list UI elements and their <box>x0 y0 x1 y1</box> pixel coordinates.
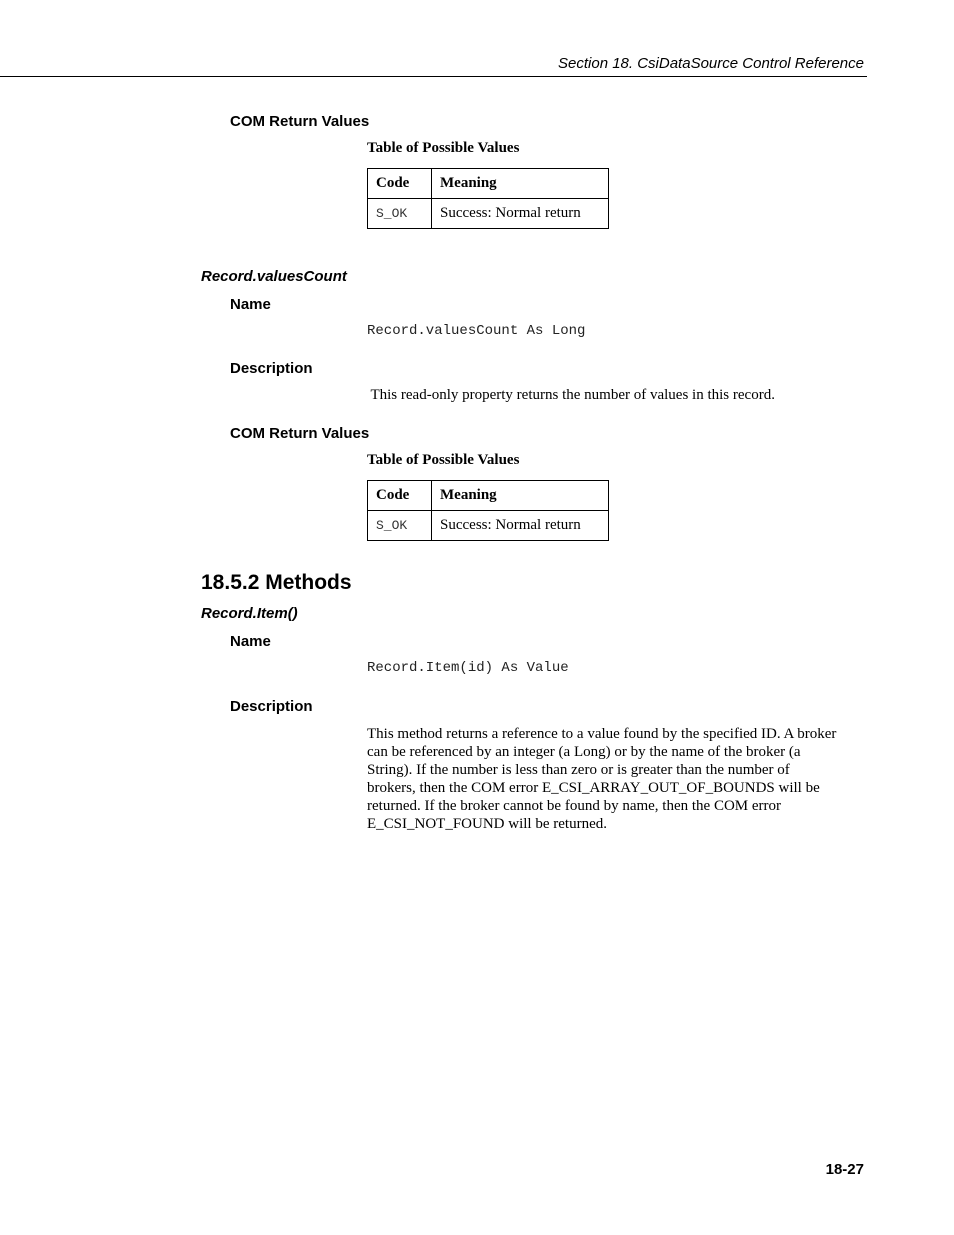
com-return-values-heading: COM Return Values <box>230 425 370 442</box>
description-line: E_CSI_NOT_FOUND will be returned. <box>367 816 607 832</box>
section-title: 18.5.2 Methods <box>201 571 352 594</box>
com-return-values-heading: COM Return Values <box>230 113 370 130</box>
table-caption: Table of Possible Values <box>367 452 520 468</box>
description-line: can be referenced by an integer (a Long) or by the name of the broker (a <box>367 744 801 760</box>
possible-values-table <box>367 480 609 541</box>
table-header-row <box>368 169 609 199</box>
description-line: String). If the number is less than zero or is greater than the number of <box>367 762 790 778</box>
cell-meaning: Success: Normal return <box>432 199 609 229</box>
description-heading: Description <box>230 360 313 377</box>
method-title: Record.Item() <box>201 605 298 622</box>
possible-values-table <box>367 168 609 229</box>
table-row <box>368 511 609 541</box>
column-header-meaning: Meaning <box>432 481 609 511</box>
description-text: This read-only property returns the number of values in this record. <box>367 387 775 403</box>
description-line: brokers, then the COM error E_CSI_ARRAY_OUT_OF_BOUNDS will be <box>367 780 820 796</box>
page-number: 18-27 <box>825 1161 864 1178</box>
cell-meaning: Success: Normal return <box>432 511 609 541</box>
description-heading: Description <box>230 698 313 715</box>
description-line: returned. If the broker cannot be found by name, then the COM error <box>367 798 782 814</box>
property-title: Record.valuesCount <box>201 268 347 285</box>
description-paragraph <box>367 725 863 833</box>
running-header: Section 18. CsiDataSource Control Reference <box>558 55 864 72</box>
table-header-row <box>368 481 609 511</box>
name-heading: Name <box>230 633 271 650</box>
header-rule <box>0 76 867 77</box>
cell-code: S_OK <box>368 199 432 229</box>
name-heading: Name <box>230 296 271 313</box>
signature: Record.valuesCount As Long <box>367 323 586 339</box>
cell-code: S_OK <box>368 511 432 541</box>
table-caption: Table of Possible Values <box>367 140 520 156</box>
column-header-code: Code <box>368 481 432 511</box>
signature: Record.Item(id) As Value <box>367 660 569 676</box>
column-header-meaning: Meaning <box>432 169 609 199</box>
table-row <box>368 199 609 229</box>
column-header-code: Code <box>368 169 432 199</box>
description-line: This method returns a reference to a value found by the specified ID. A broker <box>367 726 837 742</box>
